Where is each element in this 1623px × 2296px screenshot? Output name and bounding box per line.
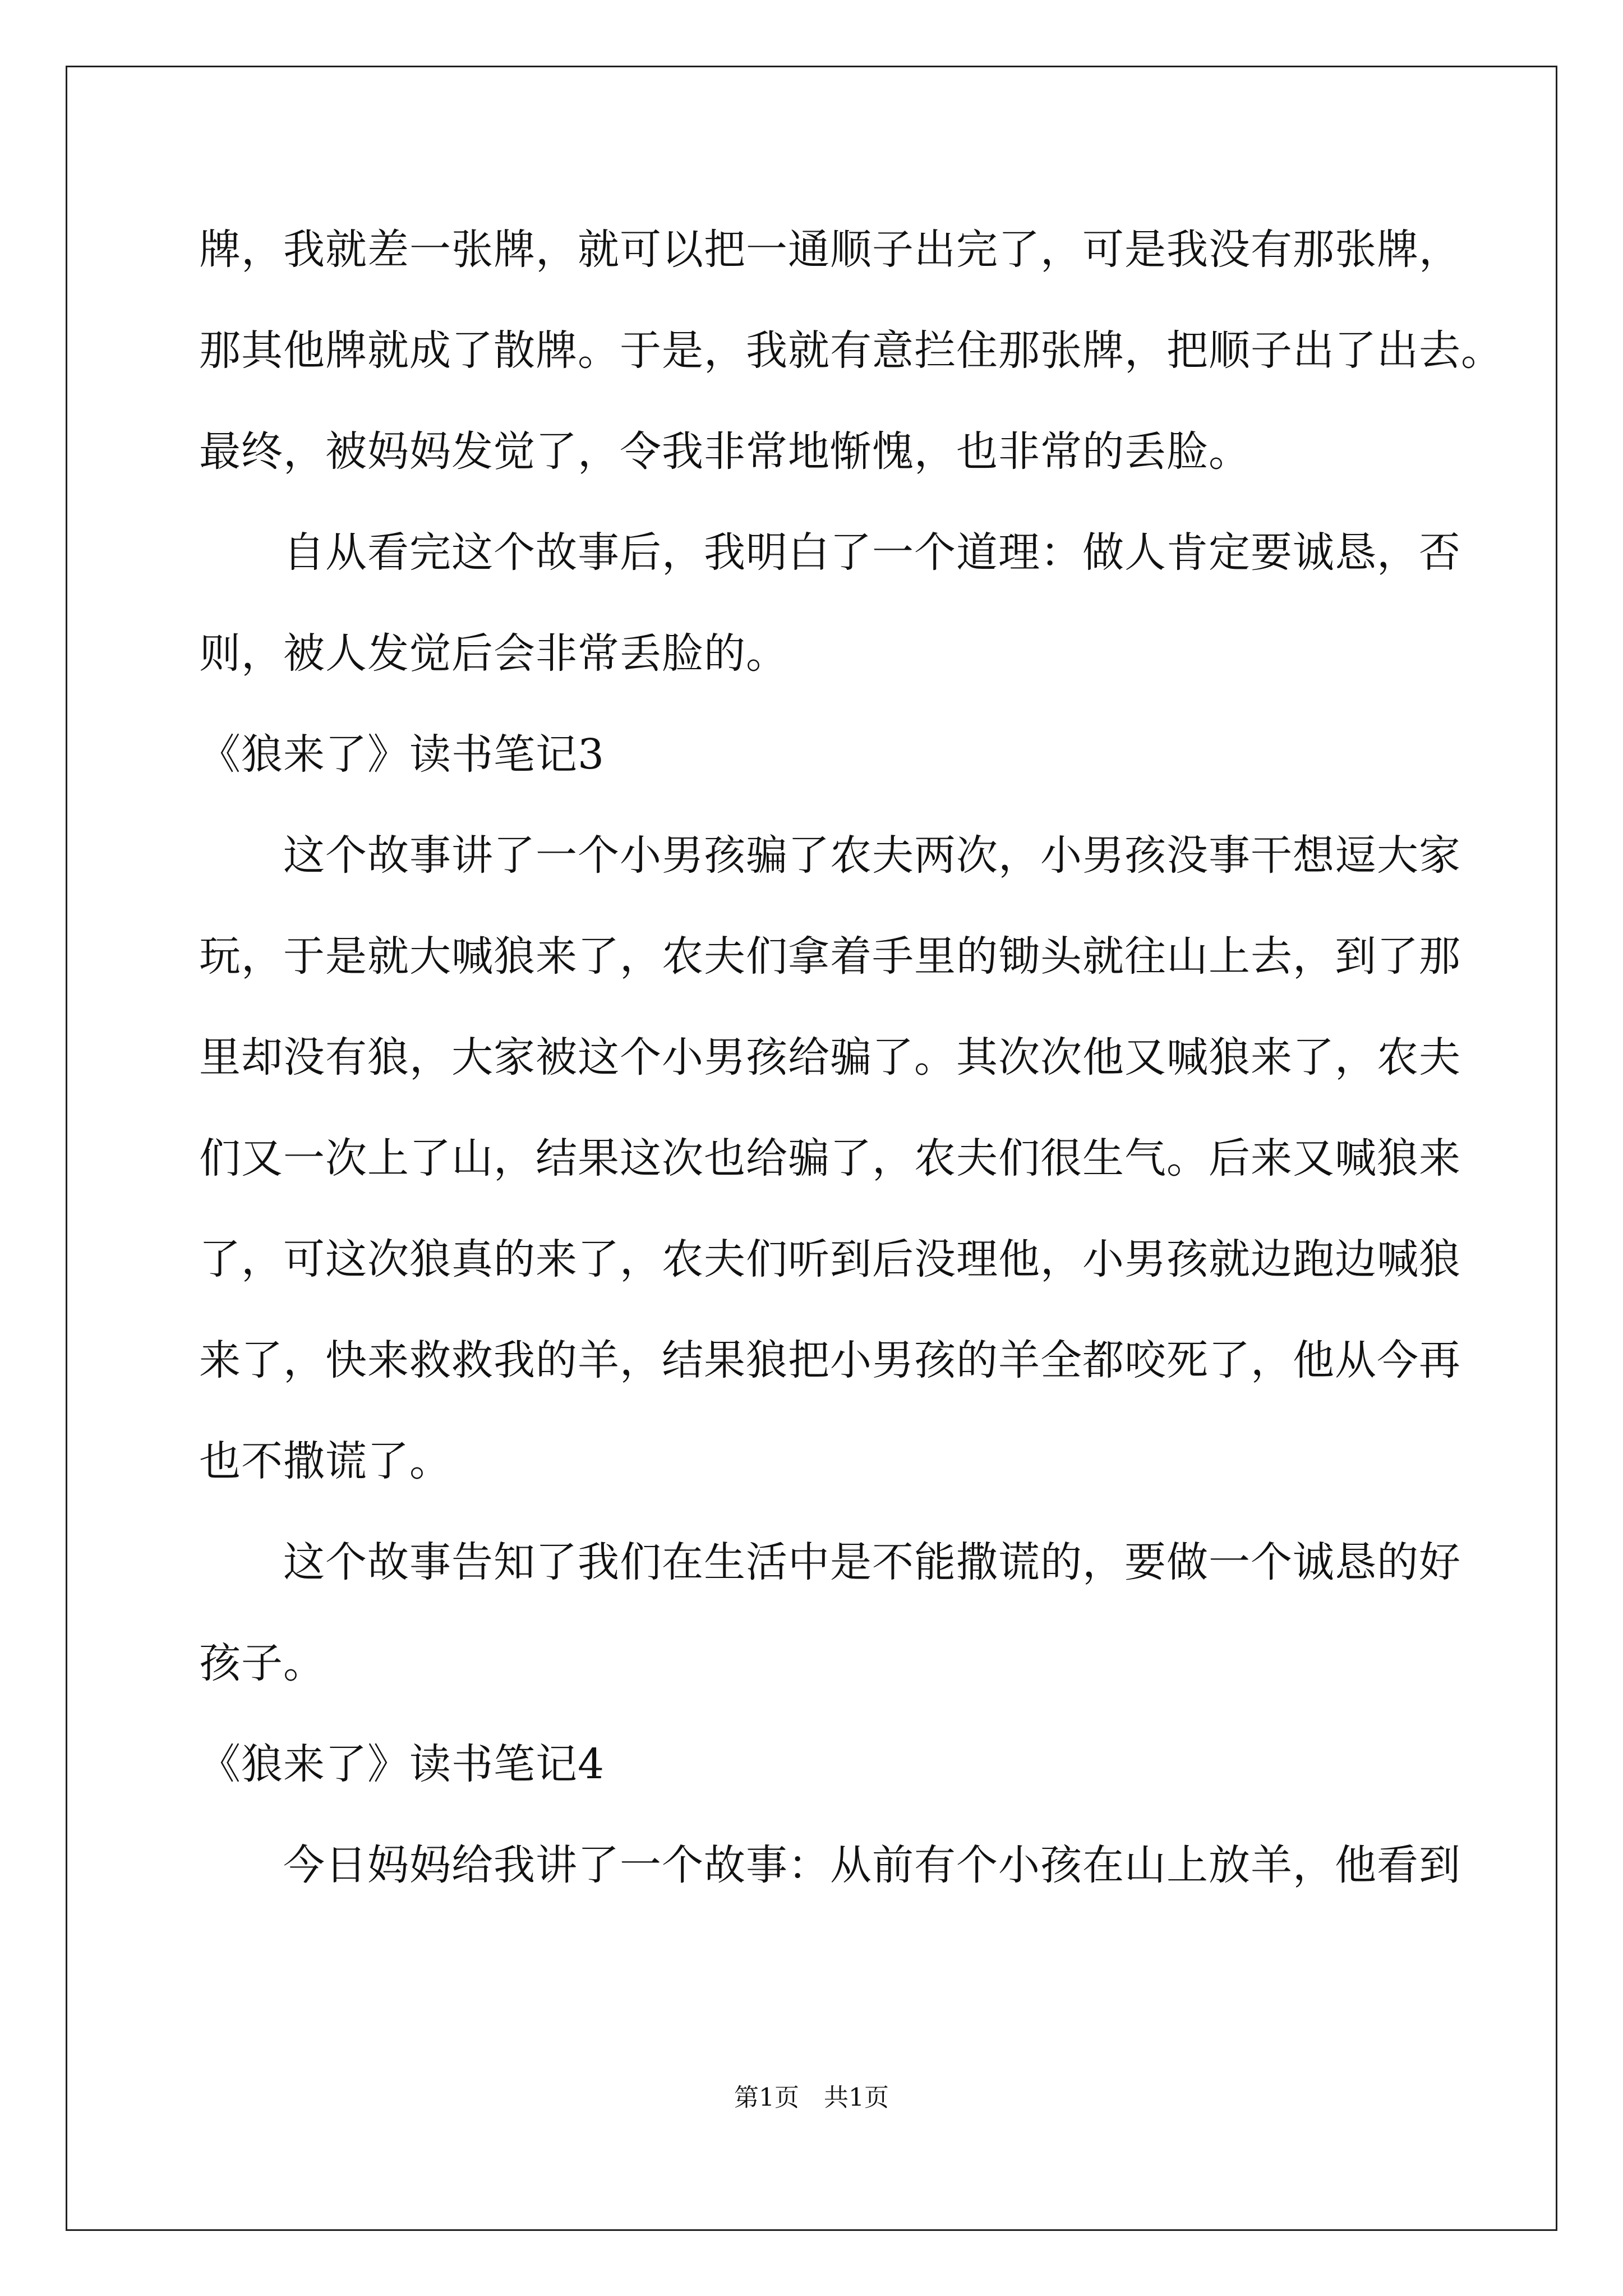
text-line: 则，被人发觉后会非常丢脸的。 (199, 629, 788, 678)
text-line: 这个故事告知了我们在生活中是不能撒谎的，要做一个诚恳的好 (199, 1538, 1461, 1586)
text-line: 也不撒谎了。 (199, 1437, 451, 1485)
text-line: 孩子。 (199, 1639, 325, 1687)
text-line: 了，可这次狼真的来了，农夫们听到后没理他，小男孩就边跑边喊狼 (199, 1235, 1461, 1283)
text-line: 最终，被妈妈发觉了，令我非常地惭愧，也非常的丢脸。 (199, 427, 1251, 476)
text-line: 来了，快来救救我的羊，结果狼把小男孩的羊全都咬死了，他从今再 (199, 1336, 1461, 1384)
text-line: 这个故事讲了一个小男孩骗了农夫两次，小男孩没事干想逗大家 (199, 831, 1461, 880)
text-line: 们又一次上了山，结果这次也给骗了，农夫们很生气。后来又喊狼来 (199, 1134, 1461, 1182)
section-heading: 《狼来了》读书笔记3 (199, 730, 605, 779)
page-footer: 第1页 共1页 (734, 2083, 889, 2112)
text-line: 玩，于是就大喊狼来了，农夫们拿着手里的锄头就往山上去，到了那 (199, 932, 1461, 981)
text-line: 那其他牌就成了散牌。于是，我就有意拦住那张牌，把顺子出了出去。 (199, 326, 1503, 375)
text-line: 里却没有狼，大家被这个小男孩给骗了。其次次他又喊狼来了，农夫 (199, 1033, 1461, 1082)
text-line: 今日妈妈给我讲了一个故事：从前有个小孩在山上放羊，他看到 (199, 1841, 1461, 1889)
text-line: 牌，我就差一张牌，就可以把一通顺子出完了，可是我没有那张牌， (199, 226, 1461, 274)
section-heading: 《狼来了》读书笔记4 (199, 1740, 605, 1788)
text-line: 自从看完这个故事后，我明白了一个道理：做人肯定要诚恳，否 (199, 528, 1461, 577)
